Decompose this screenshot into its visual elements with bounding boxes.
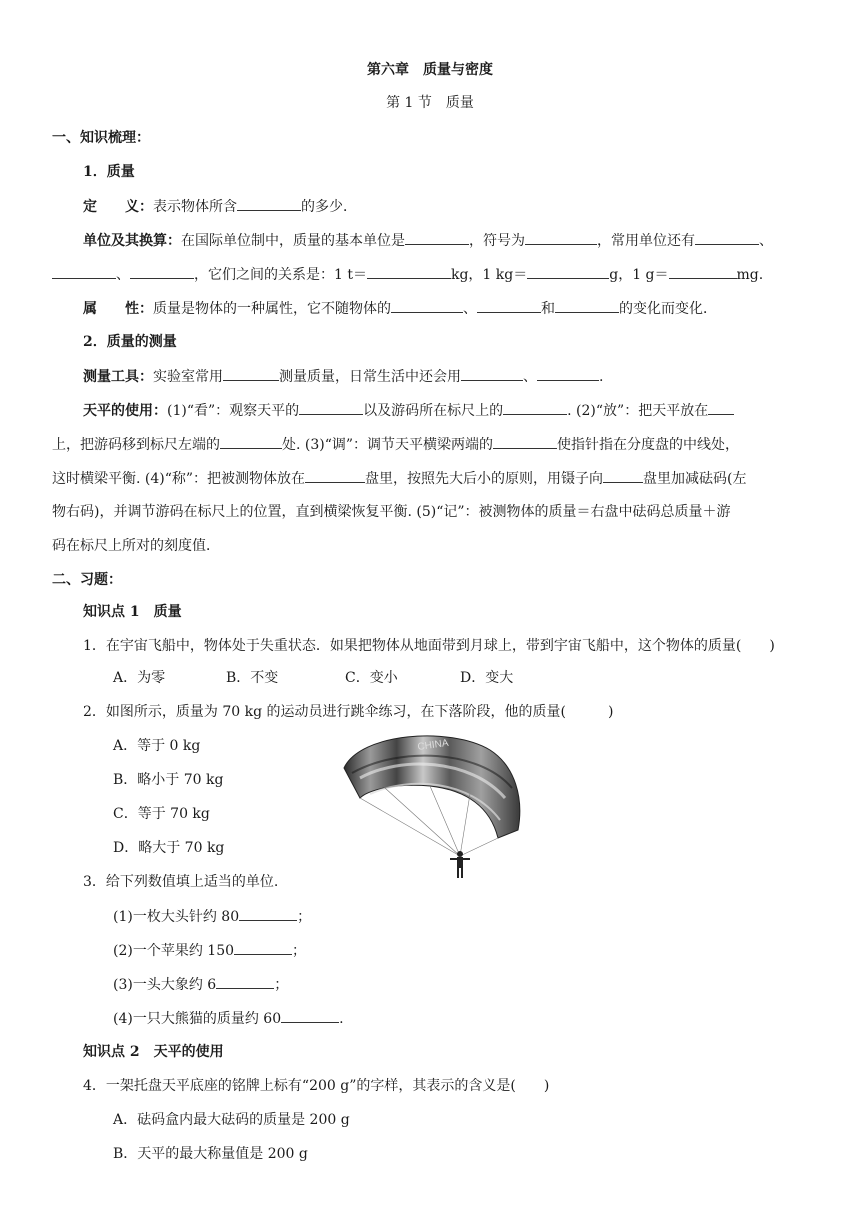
- page-subtitle: 第 1 节 质量: [386, 95, 474, 111]
- definition-line: 定 义：表示物体所含 的多少．: [83, 196, 357, 217]
- blank[interactable]: [537, 366, 599, 381]
- blank[interactable]: [669, 264, 737, 279]
- usage-line-4: 物右码)，并调节游码在标尺上的位置，直到横梁恢复平衡. (5)“记”：被测物体的质量＝右盘中砝码总质量＋游: [52, 504, 731, 520]
- section-heading-1: 一、知识梳理：: [52, 130, 150, 146]
- blank[interactable]: [281, 1008, 339, 1023]
- page-title: 第六章 质量与密度: [367, 62, 493, 78]
- blank[interactable]: [461, 366, 523, 381]
- question-4: 4．一架托盘天平底座的铭牌上标有“200 g”的字样，其表示的含义是( ): [83, 1078, 550, 1094]
- section-heading-2: 二、习题：: [52, 572, 122, 588]
- knowledge-point-1: 知识点 1 质量: [83, 604, 182, 620]
- option-a[interactable]: A．为零: [113, 670, 166, 686]
- tool-line: 测量工具：实验室常用 测量质量，日常生活中还会用 、 .: [83, 366, 603, 387]
- blank[interactable]: [234, 940, 292, 955]
- attribute-line: 属 性：质量是物体的一种属性，它不随物体的 、 和 的变化而变化．: [83, 298, 717, 319]
- unit-line-2: 、 ，它们之间的关系是：1 t＝ kg，1 kg＝ g，1 g＝ mg.: [52, 264, 763, 285]
- knowledge-point-2: 知识点 2 天平的使用: [83, 1044, 224, 1060]
- blank[interactable]: [477, 298, 541, 313]
- question-1: 1．在宇宙飞船中，物体处于失重状态．如果把物体从地面带到月球上，带到宇宙飞船中，这个物体的质量( ): [83, 638, 775, 654]
- canopy-text: CHINA: [416, 737, 450, 753]
- blank[interactable]: [555, 298, 619, 313]
- option-c[interactable]: C．变小: [345, 670, 398, 686]
- unit-line-1: 单位及其换算：在国际单位制中，质量的基本单位是 ，符号为 ，常用单位还有 、: [83, 230, 773, 251]
- blank[interactable]: [391, 298, 463, 313]
- usage-line-5: 码在标尺上所对的刻度值．: [52, 538, 220, 554]
- question-2: 2．如图所示，质量为 70 kg 的运动员进行跳伞练习，在下落阶段，他的质量( ): [83, 704, 614, 720]
- unit-label: 单位及其换算：: [83, 233, 181, 249]
- blank[interactable]: [239, 906, 297, 921]
- blank[interactable]: [695, 230, 759, 245]
- option-d[interactable]: D．变大: [460, 670, 514, 686]
- question-2-option-d[interactable]: D．略大于 70 kg: [113, 840, 225, 856]
- blank[interactable]: [299, 400, 363, 415]
- blank[interactable]: [305, 468, 365, 483]
- blank[interactable]: [52, 264, 116, 279]
- blank[interactable]: [237, 196, 301, 211]
- question-3-item-2: (2)一个苹果约 150 ；: [113, 940, 306, 961]
- blank[interactable]: [405, 230, 469, 245]
- usage-line-3: 这时横梁平衡. (4)“称”：把被测物体放在 盘里，按照先大后小的原则，用镊子向 盘里加减砝码(左: [52, 468, 747, 489]
- attribute-label: 属 性：: [83, 301, 153, 317]
- blank[interactable]: [493, 434, 557, 449]
- usage-label: 天平的使用：: [83, 403, 167, 419]
- definition-label: 定 义：: [83, 199, 153, 215]
- question-4-option-b[interactable]: B．天平的最大称量值是 200 g: [113, 1146, 308, 1162]
- blank[interactable]: [525, 230, 597, 245]
- blank[interactable]: [223, 366, 279, 381]
- question-3-item-1: (1)一枚大头针约 80 ；: [113, 906, 311, 927]
- subsection-heading-measure: 2．质量的测量: [83, 334, 177, 350]
- parachutist-image: [340, 728, 525, 880]
- tool-label: 测量工具：: [83, 369, 153, 385]
- blank[interactable]: [603, 468, 643, 483]
- blank[interactable]: [367, 264, 451, 279]
- question-2-option-c[interactable]: C．等于 70 kg: [113, 806, 210, 822]
- question-4-option-a[interactable]: A．砝码盒内最大砝码的质量是 200 g: [113, 1112, 350, 1128]
- question-3: 3．给下列数值填上适当的单位.: [83, 874, 279, 890]
- blank[interactable]: [527, 264, 609, 279]
- question-2-option-a[interactable]: A．等于 0 kg: [113, 738, 201, 754]
- usage-line-1: 天平的使用：(1)“看”：观察天平的 以及游码所在标尺上的 . (2)“放”：把天平放在: [83, 400, 734, 421]
- blank[interactable]: [216, 974, 274, 989]
- question-3-item-4: (4)一只大熊猫的质量约 60 .: [113, 1008, 344, 1029]
- option-b[interactable]: B．不变: [226, 670, 279, 686]
- blank[interactable]: [708, 400, 734, 415]
- subsection-heading-mass: 1．质量: [83, 164, 135, 180]
- blank[interactable]: [220, 434, 282, 449]
- blank[interactable]: [130, 264, 194, 279]
- blank[interactable]: [503, 400, 567, 415]
- question-3-item-3: (3)一头大象约 6 ；: [113, 974, 288, 995]
- question-2-option-b[interactable]: B．略小于 70 kg: [113, 772, 224, 788]
- usage-line-2: 上，把游码移到标尺左端的 处. (3)“调”：调节天平横梁两端的 使指针指在分度盘的中线处，: [52, 434, 739, 455]
